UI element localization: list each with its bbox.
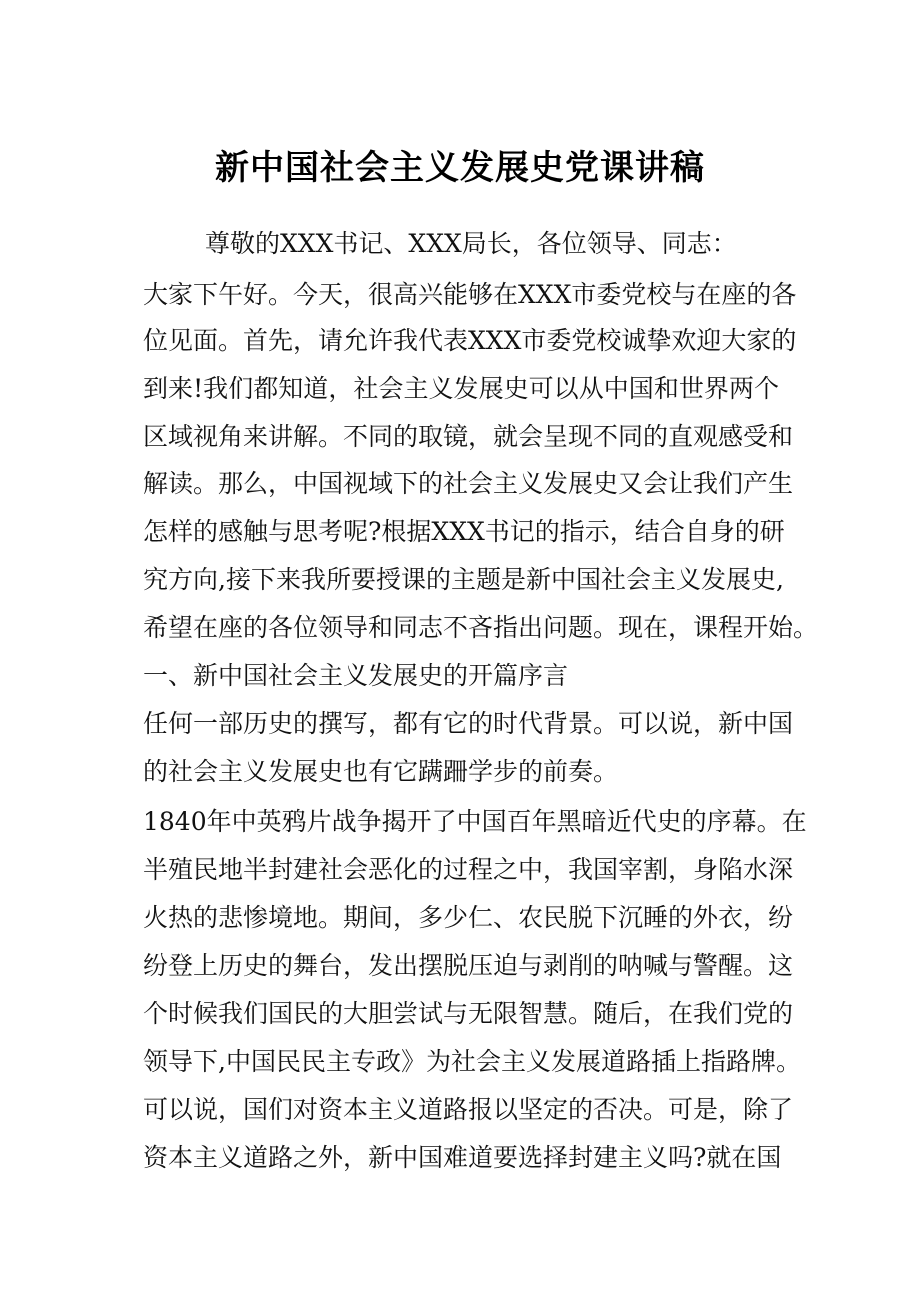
body-line: 解读。那么，中国视域下的社会主义发展史又会让我们产生 [143,469,794,498]
section-heading: 一、新中国社会主义发展史的开篇序言 [143,661,569,690]
body-line: 希望在座的各位领导和同志不吝指出问题。现在，课程开始。 [143,613,819,642]
body-line: 区域视角来讲解。不同的取镜，就会呈现不同的直观感受和 [143,422,794,451]
body-line: 怎样的感触与思考呢?根据XXX书记的指示，结合自身的研 [143,517,785,546]
body-line: 的社会主义发展史也有它蹒跚学步的前奏。 [143,757,619,786]
document-title: 新中国社会主义发展史党课讲稿 [215,148,705,188]
body-line: 任何一部历史的撰写，都有它的时代背景。可以说，新中国 [143,709,794,738]
body-line: 大家下午好。今天，很高兴能够在XXX市委党校与在座的各 [143,280,797,309]
body-line: 纷登上历史的舞台，发出摆脱压迫与剥削的呐喊与警醒。这 [143,951,794,980]
salutation-line: 尊敬的XXX书记、XXX局长，各位领导、同志： [205,229,737,258]
body-line: 究方向,接下来我所要授课的主题是新中国社会主义发展史, [143,565,784,594]
body-line: 到来!我们都知道，社会主义发展史可以从中国和世界两个 [143,374,779,403]
body-line: 资本主义道路之外，新中国难道要选择封建主义吗?就在国 [143,1143,782,1172]
body-line: 半殖民地半封建社会恶化的过程之中，我国宰割，身陷水深 [143,855,794,884]
body-line: 领导下,中国民民主专政》为社会主义发展道路插上指路牌。 [143,1047,801,1076]
body-line: 可以说，国们对资本主义道路报以坚定的否决。可是，除了 [143,1095,794,1124]
body-line: 火热的悲惨境地。期间，多少仁、农民脱下沉睡的外衣，纷 [143,903,794,932]
body-line: 个时候我们国民的大胆尝试与无限智慧。随后，在我们党的 [143,999,794,1028]
body-line: 1840年中英鸦片战争揭开了中国百年黑暗近代史的序幕。在 [143,807,807,836]
body-line: 位见面。首先，请允许我代表XXX市委党校诚挚欢迎大家的 [143,326,797,355]
